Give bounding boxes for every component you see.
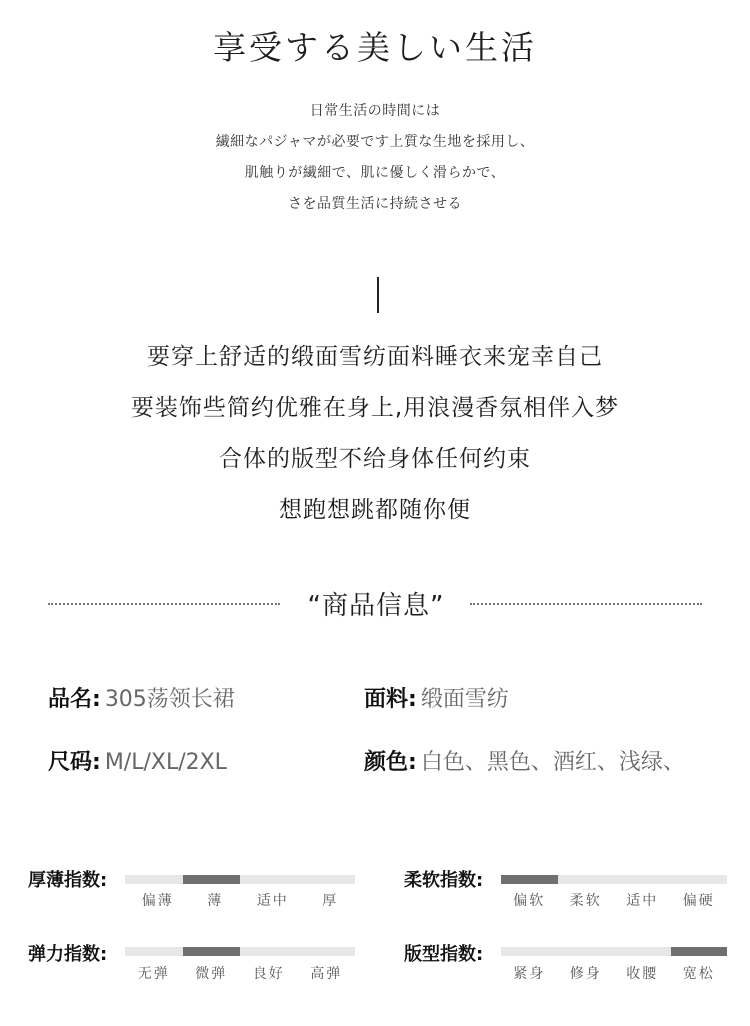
size-label: 尺码: bbox=[48, 750, 101, 775]
fabric-value: 缎面雪纺 bbox=[420, 687, 509, 712]
rating-options bbox=[501, 963, 727, 983]
rating-option: 适中 bbox=[256, 893, 289, 909]
fabric-label: 面料: bbox=[364, 687, 417, 712]
rating-option: 微弹 bbox=[195, 966, 228, 982]
rating-fit bbox=[404, 940, 744, 988]
intro-jp-line: さを品質生活に持続させる bbox=[288, 196, 462, 212]
product-info-header bbox=[0, 585, 750, 625]
rating-option: 偏硬 bbox=[682, 893, 715, 909]
rating-option: 薄 bbox=[207, 893, 224, 909]
dotted-rule-left bbox=[48, 603, 280, 605]
product-fabric bbox=[364, 682, 509, 713]
rating-option: 良好 bbox=[252, 966, 285, 982]
rating-option: 收腰 bbox=[626, 966, 659, 982]
rating-option: 修身 bbox=[569, 966, 602, 982]
rating-option: 偏软 bbox=[513, 893, 546, 909]
intro-jp-line: 日常生活の時間には bbox=[309, 103, 441, 119]
rating-track bbox=[125, 947, 355, 956]
rating-option: 无弹 bbox=[137, 966, 170, 982]
rating-option: 宽松 bbox=[682, 966, 715, 982]
size-value: M/L/XL/2XL bbox=[104, 750, 227, 775]
rating-label: 厚薄指数: bbox=[28, 870, 108, 891]
rating-elasticity bbox=[28, 940, 368, 988]
product-size bbox=[48, 745, 227, 776]
section-title: “商品信息” bbox=[307, 591, 445, 621]
rating-label: 弹力指数: bbox=[28, 944, 108, 965]
product-name bbox=[48, 682, 235, 713]
intro-jp-line: 肌触りが繊細で、肌に優しく滑らかで、 bbox=[244, 165, 506, 181]
intro-cn-line: 要穿上舒适的缎面雪纺面料睡衣来宠幸自己 bbox=[147, 344, 603, 370]
dotted-rule-right bbox=[470, 603, 702, 605]
rating-label: 版型指数: bbox=[404, 944, 484, 965]
rating-option: 偏薄 bbox=[141, 893, 174, 909]
page-title: 享受する美しい生活 bbox=[213, 28, 537, 67]
divider-vertical-bar bbox=[377, 277, 379, 313]
intro-cn-line: 想跑想跳都随你便 bbox=[279, 497, 471, 523]
product-color bbox=[364, 745, 685, 776]
rating-option: 柔软 bbox=[569, 893, 602, 909]
intro-japanese bbox=[0, 100, 750, 224]
rating-fill bbox=[183, 947, 241, 956]
intro-jp-line: 繊細なパジャマが必要です上質な生地を採用し、 bbox=[215, 134, 535, 150]
rating-options bbox=[501, 890, 727, 910]
rating-track bbox=[501, 947, 727, 956]
rating-fill bbox=[183, 875, 241, 884]
rating-softness bbox=[404, 866, 744, 914]
color-value: 白色、黑色、酒红、浅绿、 bbox=[420, 750, 685, 775]
rating-track bbox=[125, 875, 355, 884]
rating-option: 适中 bbox=[626, 893, 659, 909]
intro-cn-line: 合体的版型不给身体任何约束 bbox=[219, 446, 531, 472]
rating-fill bbox=[501, 875, 558, 884]
rating-track bbox=[501, 875, 727, 884]
product-name-value: 305荡领长裙 bbox=[104, 687, 235, 712]
rating-option: 紧身 bbox=[513, 966, 546, 982]
product-name-label: 品名: bbox=[48, 687, 101, 712]
rating-options bbox=[125, 963, 355, 983]
rating-options bbox=[125, 890, 355, 910]
intro-chinese bbox=[0, 340, 750, 544]
color-label: 颜色: bbox=[364, 750, 417, 775]
rating-thickness bbox=[28, 866, 368, 914]
rating-option: 高弹 bbox=[310, 966, 343, 982]
intro-cn-line: 要装饰些简约优雅在身上,用浪漫香氛相伴入梦 bbox=[130, 395, 620, 421]
rating-option: 厚 bbox=[322, 893, 339, 909]
rating-label: 柔软指数: bbox=[404, 870, 484, 891]
rating-fill bbox=[671, 947, 728, 956]
